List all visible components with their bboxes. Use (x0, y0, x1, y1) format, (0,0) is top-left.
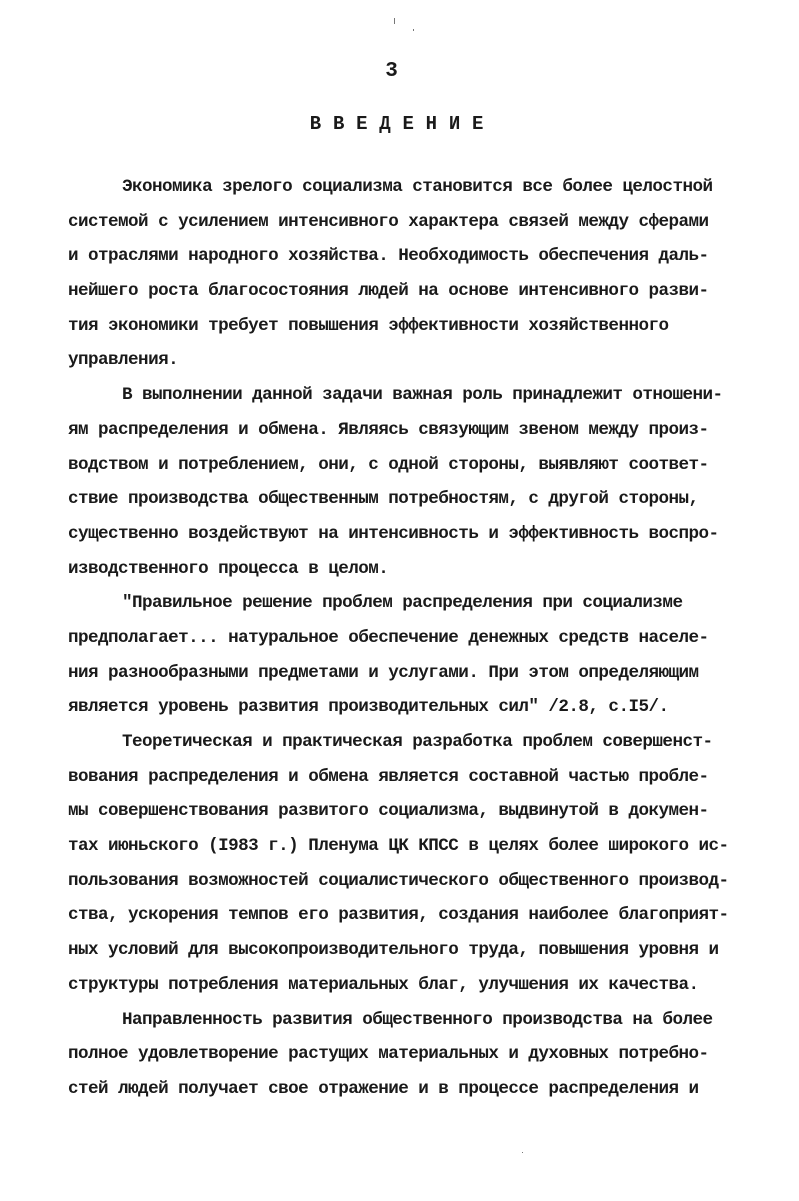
text-line: системой с усилением интенсивного характера связей между сферами (68, 211, 709, 232)
paragraph-1 (68, 170, 768, 378)
text-line: Экономика зрелого социализма становится все более целостной (122, 177, 713, 197)
scan-speck (522, 1152, 523, 1153)
text-line: ния разнообразными предметами и услугами. При этом определяющим (68, 662, 699, 683)
text-line: вования распределения и обмена является составной частью пробле- (68, 766, 709, 787)
paragraph-2 (68, 378, 768, 586)
text-line: ствие производства общественным потребностям, с другой стороны, (68, 489, 699, 510)
text-line: ных условий для высокопроизводительного труда, повышения уровня и (68, 940, 719, 961)
scan-speck (394, 18, 395, 24)
text-line: ства, ускорения темпов его развития, создания наиболее благоприят- (68, 905, 729, 926)
text-line: Направленность развития общественного производства на более (122, 1009, 713, 1030)
text-line: полное удовлетворение растущих материальных и духовных потребно- (68, 1044, 709, 1065)
document-body (68, 170, 768, 1107)
text-line: тах июньского (I983 г.) Пленума ЦК КПСС в целях более широкого ис- (68, 836, 729, 857)
text-line: "Правильное решение проблем распределения при социализме (122, 593, 683, 614)
text-line: и отраслями народного хозяйства. Необходимость обеспечения даль- (68, 246, 709, 267)
text-line: является уровень развития производительных сил" /2.8, с.I5/. (68, 697, 669, 718)
text-line: существенно воздействуют на интенсивность и эффективность воспро- (68, 523, 719, 544)
paragraph-5 (68, 1003, 768, 1107)
page-title: ВВЕДЕНИЕ (309, 113, 496, 135)
text-line: нейшего роста благосостояния людей на основе интенсивного разви- (68, 281, 709, 302)
text-line: водством и потреблением, они, с одной стороны, выявляют соответ- (68, 454, 709, 475)
text-line: ям распределения и обмена. Являясь связующим звеном между произ- (68, 419, 709, 440)
text-line: пользования возможностей социалистического общественного производ- (68, 870, 729, 891)
text-line: структуры потребления материальных благ, улучшения их качества. (68, 974, 699, 995)
scan-speck (413, 29, 414, 31)
text-line: управления. (68, 350, 179, 371)
text-line: Теоретическая и практическая разработка проблем совершенст- (122, 732, 713, 752)
text-line: стей людей получает свое отражение и в процессе распределения и (68, 1078, 699, 1099)
text-line: изводственного процесса в целом. (68, 558, 389, 579)
text-line: В выполнении данной задачи важная роль принадлежит отношени- (122, 385, 723, 406)
paragraph-4 (68, 725, 768, 1003)
text-line: тия экономики требует повышения эффективности хозяйственного (68, 315, 669, 336)
text-line: предполагает... натуральное обеспечение денежных средств населе- (68, 627, 709, 648)
text-line: мы совершенствования развитого социализма, выдвинутой в докумен- (68, 801, 709, 822)
page-number: 3 (385, 60, 398, 83)
paragraph-3-quote (68, 586, 768, 725)
